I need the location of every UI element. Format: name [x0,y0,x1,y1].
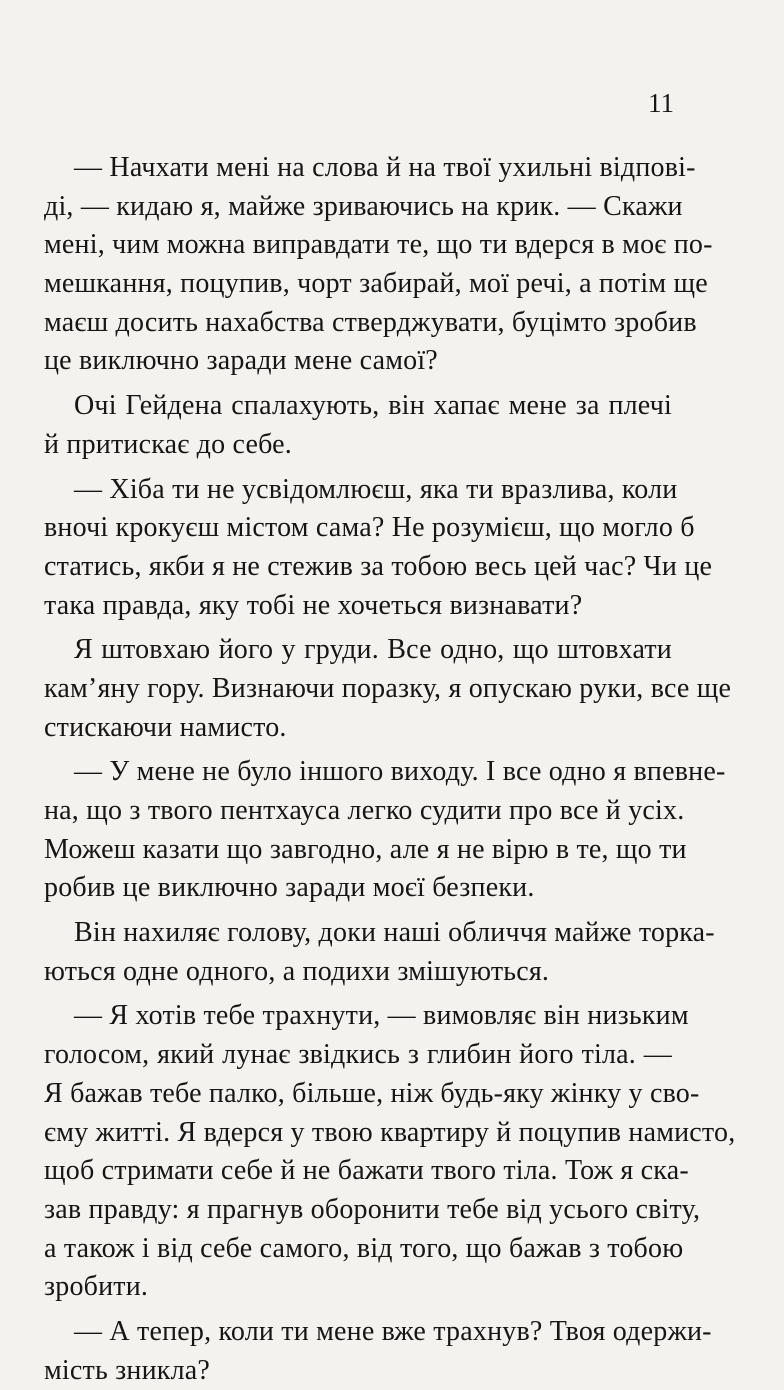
text-line: ді, — кидаю я, майже зриваючись на крик. — Скажи [44,190,683,222]
text-line: — У мене не було іншого виходу. І все одно я впевне- [74,756,726,788]
text-line: — Хіба ти не усвідомлюєш, яка ти вразлива, коли [74,473,678,505]
text-line: Я штовхаю його у груди. Все одно, що штовхати [74,634,672,666]
text-line: така правда, яку тобі не хочеться визнавати? [44,589,583,621]
text-line: робив це виключно заради моєї безпеки. [44,872,535,904]
page-number: 11 [648,88,674,118]
text-line: кам’яну гору. Визнаючи поразку, я опускаю руки, все ще [44,672,732,704]
text-line: — Я хотів тебе трахнути, — вимовляє він низьким [74,1000,689,1032]
paragraph [44,997,736,1307]
text-line: зав правду: я прагнув оборонити тебе від усього світу, [44,1193,701,1225]
text-line: Він нахиляє голову, доки наші обличчя майже торка- [74,917,715,949]
text-line: маєш досить нахабства стверджувати, буцімто зробив [44,306,697,338]
text-line: а також і від себе самого, від того, що бажав з тобою [44,1232,684,1264]
text-line: вночі крокуєш містом сама? Не розумієш, що могло б [44,512,695,544]
paragraph [44,387,672,464]
text-line: голосом, який лунає звідкись з глибин його тіла. — [44,1039,672,1071]
text-line: й притискає до себе. [44,428,292,460]
text-line: Очі Гейдена спалахують, він хапає мене за плечі [74,390,672,422]
text-line: зробити. [44,1271,149,1303]
text-line: — Начхати мені на слова й на твої ухильні відпові- [74,152,696,183]
paragraph [44,753,726,908]
text-line: єму житті. Я вдерся у твою квартиру й поцупив намисто, [44,1116,736,1148]
body-text [44,149,736,1390]
text-line: мені, чим можна виправдати те, що ти вдерся в моє по- [44,229,713,261]
text-line: Я бажав тебе палко, більше, ніж будь-яку жінку у сво- [44,1077,700,1109]
paragraph [44,471,713,626]
text-line: щоб стримати себе й не бажати твого тіла. Тож я ска- [44,1155,689,1187]
text-line: ються одне одного, а подихи змішуються. [44,955,550,987]
paragraph [44,1313,712,1390]
text-line: на, що з твого пентхауса легко судити про все й усіх. [44,795,685,826]
paragraph [44,149,713,381]
paragraph [44,631,732,747]
text-line: статись, якби я не стежив за тобою весь цей час? Чи це [44,550,713,582]
text-line: стискаючи намисто. [44,711,287,743]
text-line: Можеш казати що завгодно, але я не вірю в те, що ти [44,833,687,865]
text-line: мешкання, поцупив, чорт забирай, мої речі, а потім ще [44,268,708,300]
paragraph [44,914,715,991]
text-line: це виключно заради мене самої? [44,345,438,377]
text-line: — А тепер, коли ти мене вже трахнув? Твоя одержи- [74,1315,712,1347]
text-line: мість зникла? [44,1354,210,1386]
